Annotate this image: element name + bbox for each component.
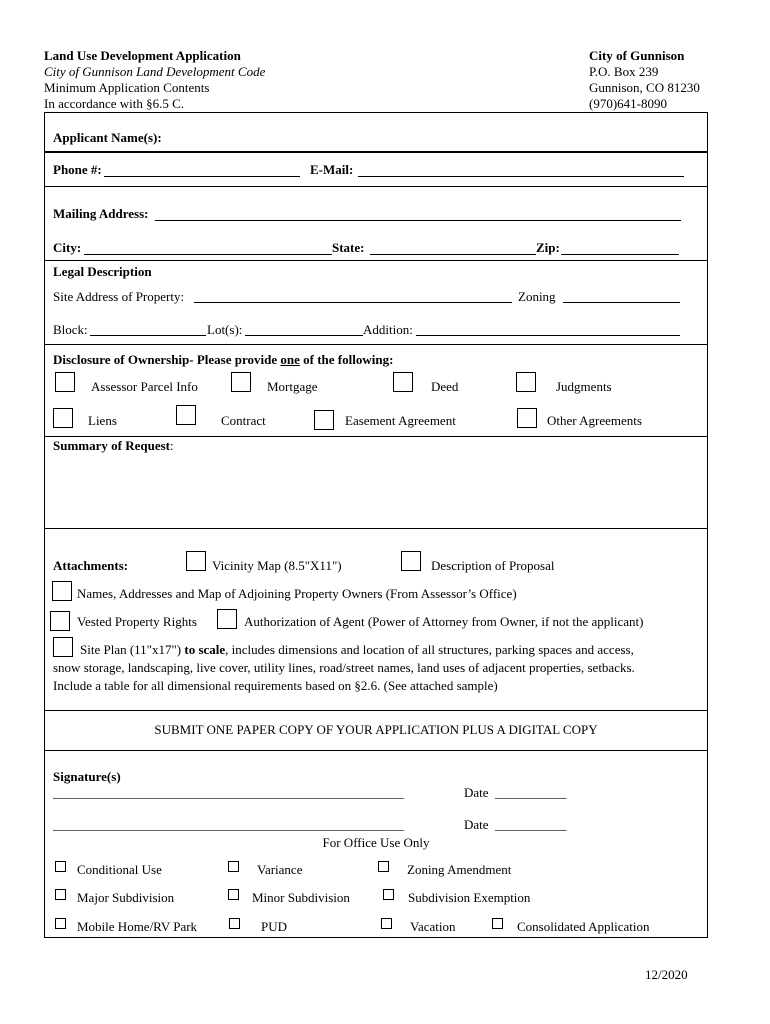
major-subdivision-checkbox[interactable] — [55, 889, 66, 900]
easement-agreement-label: Easement Agreement — [345, 413, 456, 428]
city-phone: (970)641-8090 — [589, 96, 667, 111]
description-proposal-checkbox[interactable] — [401, 551, 421, 571]
office-use-heading: For Office Use Only — [322, 835, 430, 850]
pud-checkbox[interactable] — [229, 918, 240, 929]
divider — [44, 710, 708, 711]
vicinity-map-checkbox[interactable] — [186, 551, 206, 571]
consolidated-application-checkbox[interactable] — [492, 918, 503, 929]
easement-agreement-checkbox[interactable] — [314, 410, 334, 430]
vicinity-map-label: Vicinity Map (8.5"X11") — [212, 558, 342, 573]
phone-field[interactable] — [104, 176, 300, 177]
city-field[interactable] — [84, 254, 332, 255]
assessor-parcel-label: Assessor Parcel Info — [91, 379, 198, 394]
minor-subdivision-label: Minor Subdivision — [252, 890, 350, 905]
judgments-label: Judgments — [556, 379, 612, 394]
mortgage-label: Mortgage — [267, 379, 318, 394]
summary-label: Summary of Request: — [53, 438, 174, 453]
zoning-label: Zoning — [518, 289, 556, 304]
accordance-note: In accordance with §6.5 C. — [44, 96, 185, 111]
mortgage-checkbox[interactable] — [231, 372, 251, 392]
site-plan-line1: Site Plan (11"x17") to scale, includes dimensions and location of all structures, parking spaces and access, — [80, 642, 634, 657]
applicant-name-label: Applicant Name(s): — [53, 130, 162, 145]
signature-label: Signature(s) — [53, 769, 121, 784]
email-field[interactable] — [358, 176, 684, 177]
vacation-checkbox[interactable] — [381, 918, 392, 929]
block-field[interactable] — [90, 335, 206, 336]
email-label: E-Mail: — [310, 162, 354, 177]
city-label: City: — [53, 240, 82, 255]
attachments-label: Attachments: — [53, 558, 129, 573]
summary-field[interactable] — [52, 456, 702, 526]
phone-label: Phone #: — [53, 162, 102, 177]
signature-line-2[interactable]: ______________________________________________________ — [53, 817, 404, 832]
zip-field[interactable] — [561, 254, 679, 255]
site-address-field[interactable] — [194, 302, 512, 303]
contract-label: Contract — [221, 413, 266, 428]
lots-field[interactable] — [245, 335, 363, 336]
description-proposal-label: Description of Proposal — [431, 558, 555, 573]
mobile-home-label: Mobile Home/RV Park — [77, 919, 198, 934]
city-name: City of Gunnison — [589, 48, 685, 63]
legal-description-heading: Legal Description — [53, 264, 152, 279]
site-plan-line3: Include a table for all dimensional requirements based on §2.6. (See attached sample) — [53, 678, 498, 693]
contents-note: Minimum Application Contents — [44, 80, 210, 95]
mailing-address-label: Mailing Address: — [53, 206, 149, 221]
contract-checkbox[interactable] — [176, 405, 196, 425]
authorization-agent-label: Authorization of Agent (Power of Attorney from Owner, if not the applicant) — [244, 614, 644, 629]
zoning-amendment-checkbox[interactable] — [378, 861, 389, 872]
deed-checkbox[interactable] — [393, 372, 413, 392]
divider — [44, 528, 708, 529]
zoning-field[interactable] — [563, 302, 680, 303]
state-field[interactable] — [370, 254, 536, 255]
other-agreements-checkbox[interactable] — [517, 408, 537, 428]
date-line-1[interactable]: ___________ — [495, 785, 567, 800]
mobile-home-checkbox[interactable] — [55, 918, 66, 929]
submit-notice: SUBMIT ONE PAPER COPY OF YOUR APPLICATION PLUS A DIGITAL COPY — [154, 722, 598, 737]
deed-label: Deed — [431, 379, 459, 394]
judgments-checkbox[interactable] — [516, 372, 536, 392]
divider — [44, 260, 708, 261]
conditional-use-checkbox[interactable] — [55, 861, 66, 872]
vacation-label: Vacation — [410, 919, 456, 934]
signature-line-1[interactable]: ______________________________________________________ — [53, 785, 404, 800]
zoning-amendment-label: Zoning Amendment — [407, 862, 512, 877]
addition-label: Addition: — [363, 322, 413, 337]
subdivision-exemption-label: Subdivision Exemption — [408, 890, 531, 905]
subdivision-exemption-checkbox[interactable] — [383, 889, 394, 900]
divider — [44, 436, 708, 437]
zip-label: Zip: — [536, 240, 560, 255]
divider — [44, 186, 708, 187]
po-box: P.O. Box 239 — [589, 64, 659, 79]
lots-label: Lot(s): — [207, 322, 243, 337]
consolidated-application-label: Consolidated Application — [517, 919, 650, 934]
divider — [44, 750, 708, 751]
conditional-use-label: Conditional Use — [77, 862, 162, 877]
revision-date: 12/2020 — [645, 967, 688, 982]
adjoining-owners-label: Names, Addresses and Map of Adjoining Property Owners (From Assessor’s Office) — [77, 586, 517, 601]
variance-checkbox[interactable] — [228, 861, 239, 872]
assessor-parcel-checkbox[interactable] — [55, 372, 75, 392]
site-address-label: Site Address of Property: — [53, 289, 185, 304]
form-title: Land Use Development Application — [44, 48, 241, 63]
divider — [44, 344, 708, 345]
minor-subdivision-checkbox[interactable] — [228, 889, 239, 900]
adjoining-owners-checkbox[interactable] — [52, 581, 72, 601]
date-label-2: Date — [464, 817, 489, 832]
mailing-address-field[interactable] — [155, 220, 681, 221]
other-agreements-label: Other Agreements — [547, 413, 642, 428]
addition-field[interactable] — [416, 335, 680, 336]
vested-rights-label: Vested Property Rights — [77, 614, 197, 629]
authorization-agent-checkbox[interactable] — [217, 609, 237, 629]
pud-label: PUD — [261, 919, 288, 934]
disclosure-heading: Disclosure of Ownership- Please provide one of the following: — [53, 352, 394, 367]
code-reference: City of Gunnison Land Development Code — [44, 64, 266, 79]
liens-label: Liens — [88, 413, 117, 428]
vested-rights-checkbox[interactable] — [50, 611, 70, 631]
city-zip: Gunnison, CO 81230 — [589, 80, 700, 95]
site-plan-checkbox[interactable] — [53, 637, 73, 657]
date-label-1: Date — [464, 785, 489, 800]
divider — [44, 151, 708, 153]
block-label: Block: — [53, 322, 88, 337]
liens-checkbox[interactable] — [53, 408, 73, 428]
major-subdivision-label: Major Subdivision — [77, 890, 175, 905]
site-plan-line2: snow storage, landscaping, live cover, utility lines, road/street names, land uses of adjacent properties, setbacks. — [53, 660, 635, 675]
variance-label: Variance — [257, 862, 303, 877]
state-label: State: — [332, 240, 365, 255]
date-line-2[interactable]: ___________ — [495, 817, 567, 832]
